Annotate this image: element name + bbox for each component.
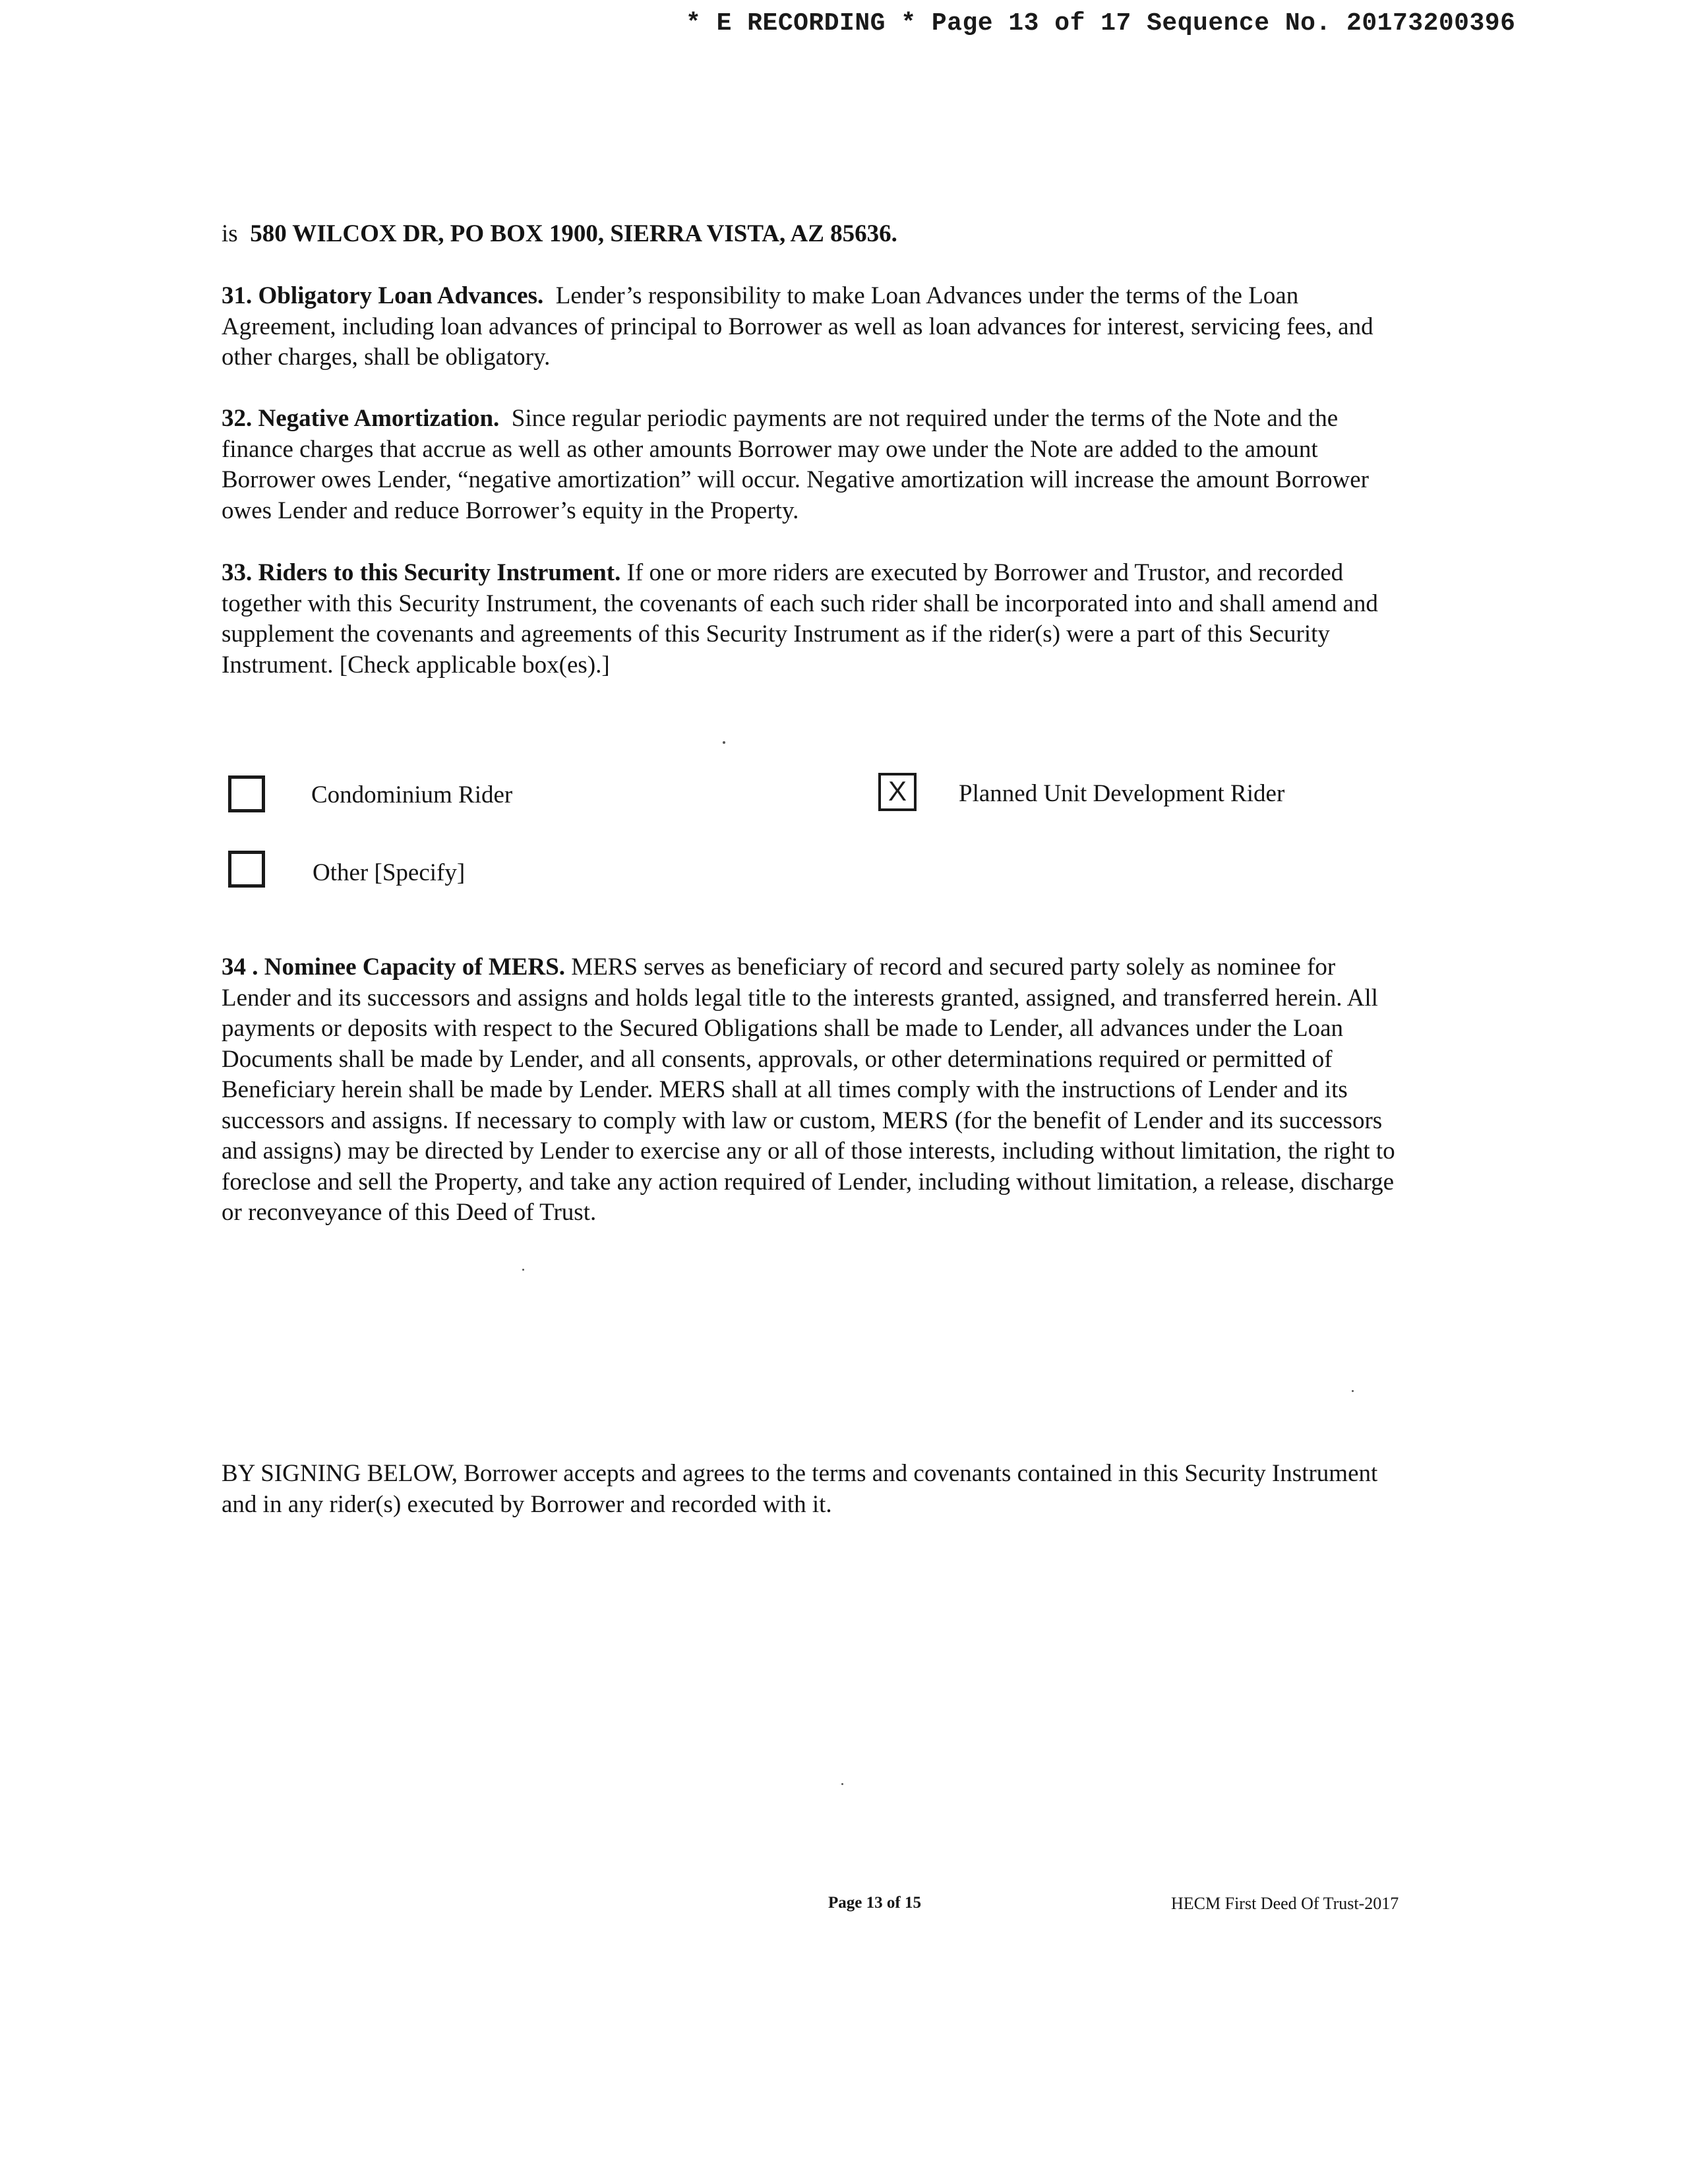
section-33-heading: 33. Riders to this Security Instrument. bbox=[222, 559, 621, 586]
section-31-text: Lender’s responsibility to make Loan Advances under the terms of the Loan Agreement, including loan advances of principal to Borrower as well as loan advances for interest, servicing fees, and other charges, shall be obligatory. bbox=[222, 282, 1373, 371]
section-32 bbox=[222, 404, 1395, 526]
scan-speck bbox=[723, 741, 725, 744]
planned-unit-development-rider-label: Planned Unit Development Rider bbox=[959, 780, 1285, 807]
planned-unit-development-rider-checkbox[interactable]: X bbox=[878, 773, 917, 811]
footer-page-number: Page 13 of 15 bbox=[828, 1894, 921, 1912]
recording-stamp: * E RECORDING * Page 13 of 17 Sequence No. 20173200396 bbox=[686, 9, 1516, 38]
section-31-heading: 31. Obligatory Loan Advances. bbox=[222, 282, 544, 309]
scan-speck bbox=[841, 1783, 843, 1785]
scan-speck bbox=[1352, 1390, 1354, 1392]
section-34-heading: 34 . Nominee Capacity of MERS. bbox=[222, 954, 566, 981]
section-33-text: If one or more riders are executed by Borrower and Trustor, and recorded together with this Security Instrument, the covenants of each such rider shall be incorporated into and shall amend and supplement the covenants and agreements of this Security Instrument as if the rider(s) were a part of this Security Instrument. [Check applicable box(es).] bbox=[222, 559, 1378, 679]
condominium-rider-label: Condominium Rider bbox=[311, 781, 513, 808]
lender-address: 580 WILCOX DR, PO BOX 1900, SIERRA VISTA, AZ 85636. bbox=[250, 220, 897, 247]
section-31 bbox=[222, 281, 1395, 373]
section-34-text: MERS serves as beneficiary of record and secured party solely as nominee for Lender and its successors and assigns and holds legal title to the interests granted, assigned, and transferred herein. All payments or deposits with respect to the Secured Obligations shall be made to Lender, all advances under the Loan Documents shall be made by Lender, and all consents, approvals, or other determinations required or permitted of Beneficiary herein shall be made by Lender. MERS shall at all times comply with the instructions of Lender and its successors and assigns. If necessary to comply with law or custom, MERS (for the benefit of Lender and its successors and assigns) may be directed by Lender to exercise any or all of those interests, including without limitation, the right to foreclose and sell the Property, and take any action required of Lender, including without limitation, a release, discharge or reconveyance of this Deed of Trust. bbox=[222, 954, 1395, 1226]
section-34 bbox=[222, 952, 1395, 1228]
signing-statement: BY SIGNING BELOW, Borrower accepts and agrees to the terms and covenants contained in this Security Instrument and in any rider(s) executed by Borrower and recorded with it. bbox=[222, 1460, 1378, 1518]
address-prefix: is bbox=[222, 220, 238, 247]
section-33 bbox=[222, 558, 1395, 681]
address-line bbox=[222, 219, 1395, 250]
other-rider-label: Other [Specify] bbox=[313, 859, 466, 886]
section-32-text: Since regular periodic payments are not required under the terms of the Note and the finance charges that accrue as well as other amounts Borrower may owe under the Note are added to the amount Borrower owes Lender, “negative amortization” will occur. Negative amortization will increase the amount Borrower owes Lender and reduce Borrower’s equity in the Property. bbox=[222, 405, 1369, 524]
section-32-heading: 32. Negative Amortization. bbox=[222, 405, 500, 432]
other-rider-checkbox[interactable] bbox=[228, 851, 265, 888]
footer-form-name: HECM First Deed Of Trust-2017 bbox=[1171, 1894, 1399, 1913]
condominium-rider-checkbox[interactable] bbox=[228, 775, 265, 812]
scan-speck bbox=[522, 1269, 524, 1271]
